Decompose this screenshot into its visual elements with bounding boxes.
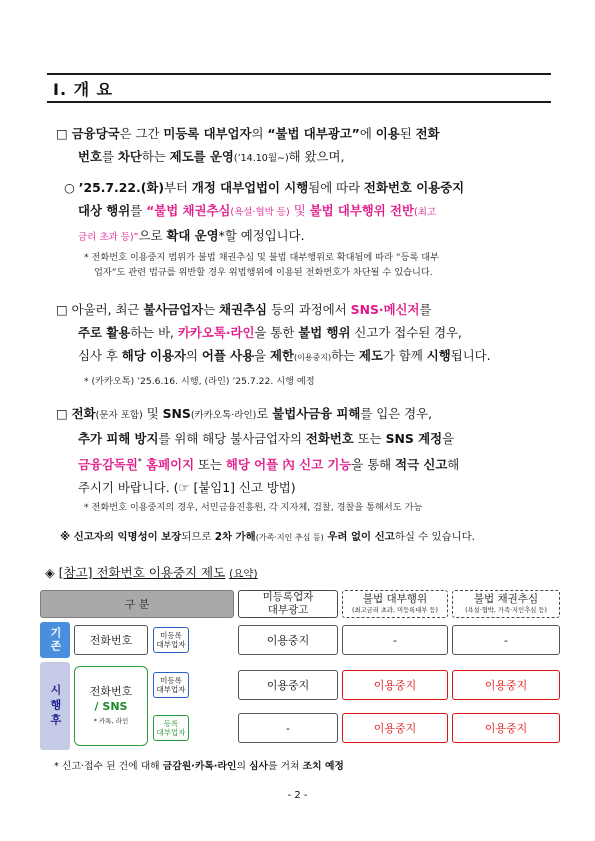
diamond-icon: ◈ (45, 565, 55, 580)
cell-unregistered-lender-after (153, 672, 189, 698)
text: 를 입은 경우, (360, 406, 433, 421)
reference-heading (45, 563, 258, 581)
text: 이용 (375, 126, 400, 141)
text: 전화번호 (89, 684, 133, 698)
header-illegal-collection (452, 590, 560, 618)
note-line: * 전화번호 이용중지 범위가 불법 채권추심 및 불법 대부행위로 확대됨에 따라 “등록 대부 (84, 252, 440, 263)
text: 시행후 (49, 683, 62, 729)
reference-title: [참고] 전화번호 이용중지 제도 (58, 565, 226, 580)
cell-unregistered-lender (153, 627, 189, 653)
text: 대부업자 (156, 640, 186, 649)
text: 해당 어플 內 신고 기능 (225, 457, 352, 473)
reference-mark-icon: ※ (60, 531, 71, 543)
text: 어플 사용 (201, 348, 255, 363)
text: 제도 (359, 348, 383, 363)
footnote-3: * 전화번호 이용중지의 경우, 서민금융진흥원, 각 지자체, 검찰, 경찰을 통해서도 가능 (84, 502, 423, 513)
text: (최고금리 초과, 미등록대부 등) (352, 607, 438, 614)
text: 적극 신고 (395, 457, 448, 473)
text: 를 (101, 149, 118, 164)
text: 하는 바, (130, 325, 178, 340)
text: 불법 대부행위 (362, 593, 428, 605)
text: 심사 (249, 761, 268, 772)
text: 됩니다. (450, 348, 491, 363)
text: 불법 대부행위 전반 (309, 203, 414, 218)
header-bottom-rule (47, 101, 551, 103)
cell-r1-ads: 이용중지 (238, 625, 338, 655)
text: 으로 (138, 228, 167, 243)
text: 하는 (141, 149, 170, 164)
text: 아울러, 최근 (71, 302, 144, 317)
text: (카카오톡·라인) (190, 410, 257, 421)
text: 미등록 (160, 675, 182, 685)
text: 된 (399, 126, 416, 141)
text: 차단 (117, 149, 142, 164)
page-number: - 2 - (287, 790, 308, 801)
header-category: 구 분 (40, 590, 234, 618)
text: 대상 행위 (78, 203, 131, 218)
text: “불법 대부광고” (267, 126, 360, 141)
text: 은 그간 (119, 126, 164, 141)
text: 불법 행위 (298, 325, 351, 340)
text: 전화 (415, 126, 440, 141)
text: 됨에 따라 (308, 180, 365, 195)
text: 전화 (71, 406, 96, 421)
square-bullet-icon: □ (56, 406, 68, 421)
cell-registered-lender (153, 715, 189, 741)
text: 를 위해 해당 불사금업자의 (158, 431, 306, 446)
text: 미등록 대부업자 (163, 126, 252, 141)
text: 심사 후 (78, 348, 122, 363)
text: 해당 이용자 (121, 348, 186, 363)
text: 채권추심 (219, 302, 268, 317)
text: 2차 가해 (214, 531, 256, 543)
text: 의 (251, 126, 268, 141)
text: 금리 초과 등)” (78, 232, 139, 243)
anonymity-notice (60, 528, 560, 543)
text: SNS 계정 (385, 431, 443, 446)
text: 전화번호 (305, 431, 354, 446)
table-footnote (54, 758, 344, 772)
text: 해 (447, 457, 460, 473)
text: 불사금업자 (143, 302, 204, 317)
cell-phone-before: 전화번호 (74, 625, 148, 655)
text: SNS (162, 406, 191, 421)
reference-suffix: (요약) (229, 568, 258, 580)
text: 하실 수 있습니다. (394, 531, 475, 543)
text: 미등록업자 (262, 591, 314, 603)
cell-phone-sns-after (74, 666, 148, 746)
footnote-1 (84, 250, 554, 280)
text: 및 (142, 406, 163, 421)
text: 또는 (194, 457, 226, 473)
text: (이용중지) (293, 353, 332, 362)
section-header (47, 73, 551, 103)
cell-r1-lending: - (342, 625, 448, 655)
square-bullet-icon: □ (56, 302, 68, 317)
paragraph-2 (64, 176, 559, 249)
text: 조치 예정 (302, 761, 344, 772)
text: 하는 (331, 348, 360, 363)
cell-r2-collection: 이용중지 (452, 670, 560, 700)
header-illegal-lending (342, 590, 448, 618)
text: / SNS (94, 699, 128, 713)
text: 을 통한 (254, 325, 299, 340)
text: 개정 대부업법이 시행 (191, 180, 309, 195)
text: 을 통해 (351, 457, 396, 473)
text: 홈페이지 (141, 457, 195, 473)
text: 가 함께 (382, 348, 427, 363)
text: (욕설·협박, 가족·지인추심 등) (465, 607, 547, 614)
square-bullet-icon: □ (56, 126, 68, 141)
text: 를 (419, 302, 432, 317)
text: (욕설·협박 등) (230, 207, 290, 218)
text: 제도를 운영 (169, 149, 234, 164)
text: 주시기 바랍니다. (☞ [붙임1] 신고 방법) (78, 480, 296, 496)
text: 기존 (49, 627, 62, 653)
text: 의 (185, 348, 202, 363)
cell-r2-lending: 이용중지 (342, 670, 448, 700)
text: 불법사금융 피해 (272, 406, 361, 421)
text: (’14.10월∼) (233, 153, 289, 164)
text: * 신고·접수 된 건에 대해 (54, 761, 163, 772)
text: 에 (359, 126, 376, 141)
text: 전화번호 이용중지 (364, 180, 465, 195)
text: 등의 과정에서 (267, 302, 351, 317)
paragraph-4 (56, 402, 561, 499)
paragraph-1 (56, 122, 556, 170)
text: 추가 피해 방지 (78, 431, 159, 446)
text: 는 (203, 302, 220, 317)
text: 또는 (353, 431, 386, 446)
text: * (137, 457, 142, 466)
text: 를 (130, 203, 147, 218)
text: 미등록 (160, 630, 182, 640)
paragraph-3 (56, 298, 561, 369)
cell-r3-collection: 이용중지 (452, 713, 560, 743)
text: 을 (254, 348, 271, 363)
section-title: Ⅰ. 개 요 (53, 80, 114, 99)
text: 되므로 (181, 531, 215, 543)
text: 주로 활용 (78, 325, 131, 340)
circle-bullet-icon: ○ (64, 180, 75, 195)
cell-r1-collection: - (452, 625, 560, 655)
text: (가족·지인 추심 등) (255, 533, 324, 542)
text: 의 (236, 761, 250, 772)
text: ’25.7.22.(화) (78, 180, 164, 195)
text: 확대 운영 (166, 228, 219, 243)
text: 우려 없이 신고 (323, 531, 395, 543)
text: 금감원·카톡·라인 (162, 761, 237, 772)
header-top-rule (47, 73, 551, 75)
text: 를 거쳐 (267, 761, 303, 772)
text: * 카톡, 라인 (93, 716, 129, 725)
text: 등록 (163, 718, 179, 728)
text: 신고자의 익명성이 보장 (70, 531, 182, 543)
text: 해 왔으며, (288, 149, 345, 164)
text: (문자 포함) (95, 410, 143, 421)
text: 대부업자 (156, 728, 186, 737)
text-fsc: 금융당국 (71, 126, 120, 141)
text: 시행 (426, 348, 451, 363)
text: 불법 채권추심 (473, 593, 539, 605)
footnote-2: * (카카오톡) ’25.6.16. 시행, (라인) ’25.7.22. 시행 예정 (84, 376, 315, 387)
text: 및 (289, 203, 310, 218)
cell-r3-lending: 이용중지 (342, 713, 448, 743)
text: 부터 (164, 180, 192, 195)
summary-table (40, 590, 560, 755)
header-unregistered-ads (238, 590, 338, 618)
text: 을 (442, 431, 455, 446)
text: (최고 (414, 207, 437, 218)
text: 신고가 접수된 경우, (350, 325, 462, 340)
text: 대부광고 (267, 604, 309, 616)
text: 로 (256, 406, 273, 421)
cell-r2-ads: 이용중지 (238, 670, 338, 700)
row-label-after (40, 662, 70, 750)
cell-r3-ads: - (238, 713, 338, 743)
text: SNS·메신저 (350, 302, 420, 317)
text: 번호 (78, 149, 102, 164)
text: *할 예정입니다. (218, 228, 305, 243)
note-line: 업자”도 관련 법규를 위반할 경우 위법행위에 이용된 전화번호가 차단될 수 있습니다. (94, 267, 433, 278)
row-label-before (40, 622, 70, 658)
text: 대부업자 (156, 685, 186, 694)
text: 금융감독원 (78, 457, 138, 473)
text: “불법 채권추심 (146, 203, 231, 218)
text: 제한 (270, 348, 294, 363)
text: 카카오톡·라인 (177, 325, 255, 340)
